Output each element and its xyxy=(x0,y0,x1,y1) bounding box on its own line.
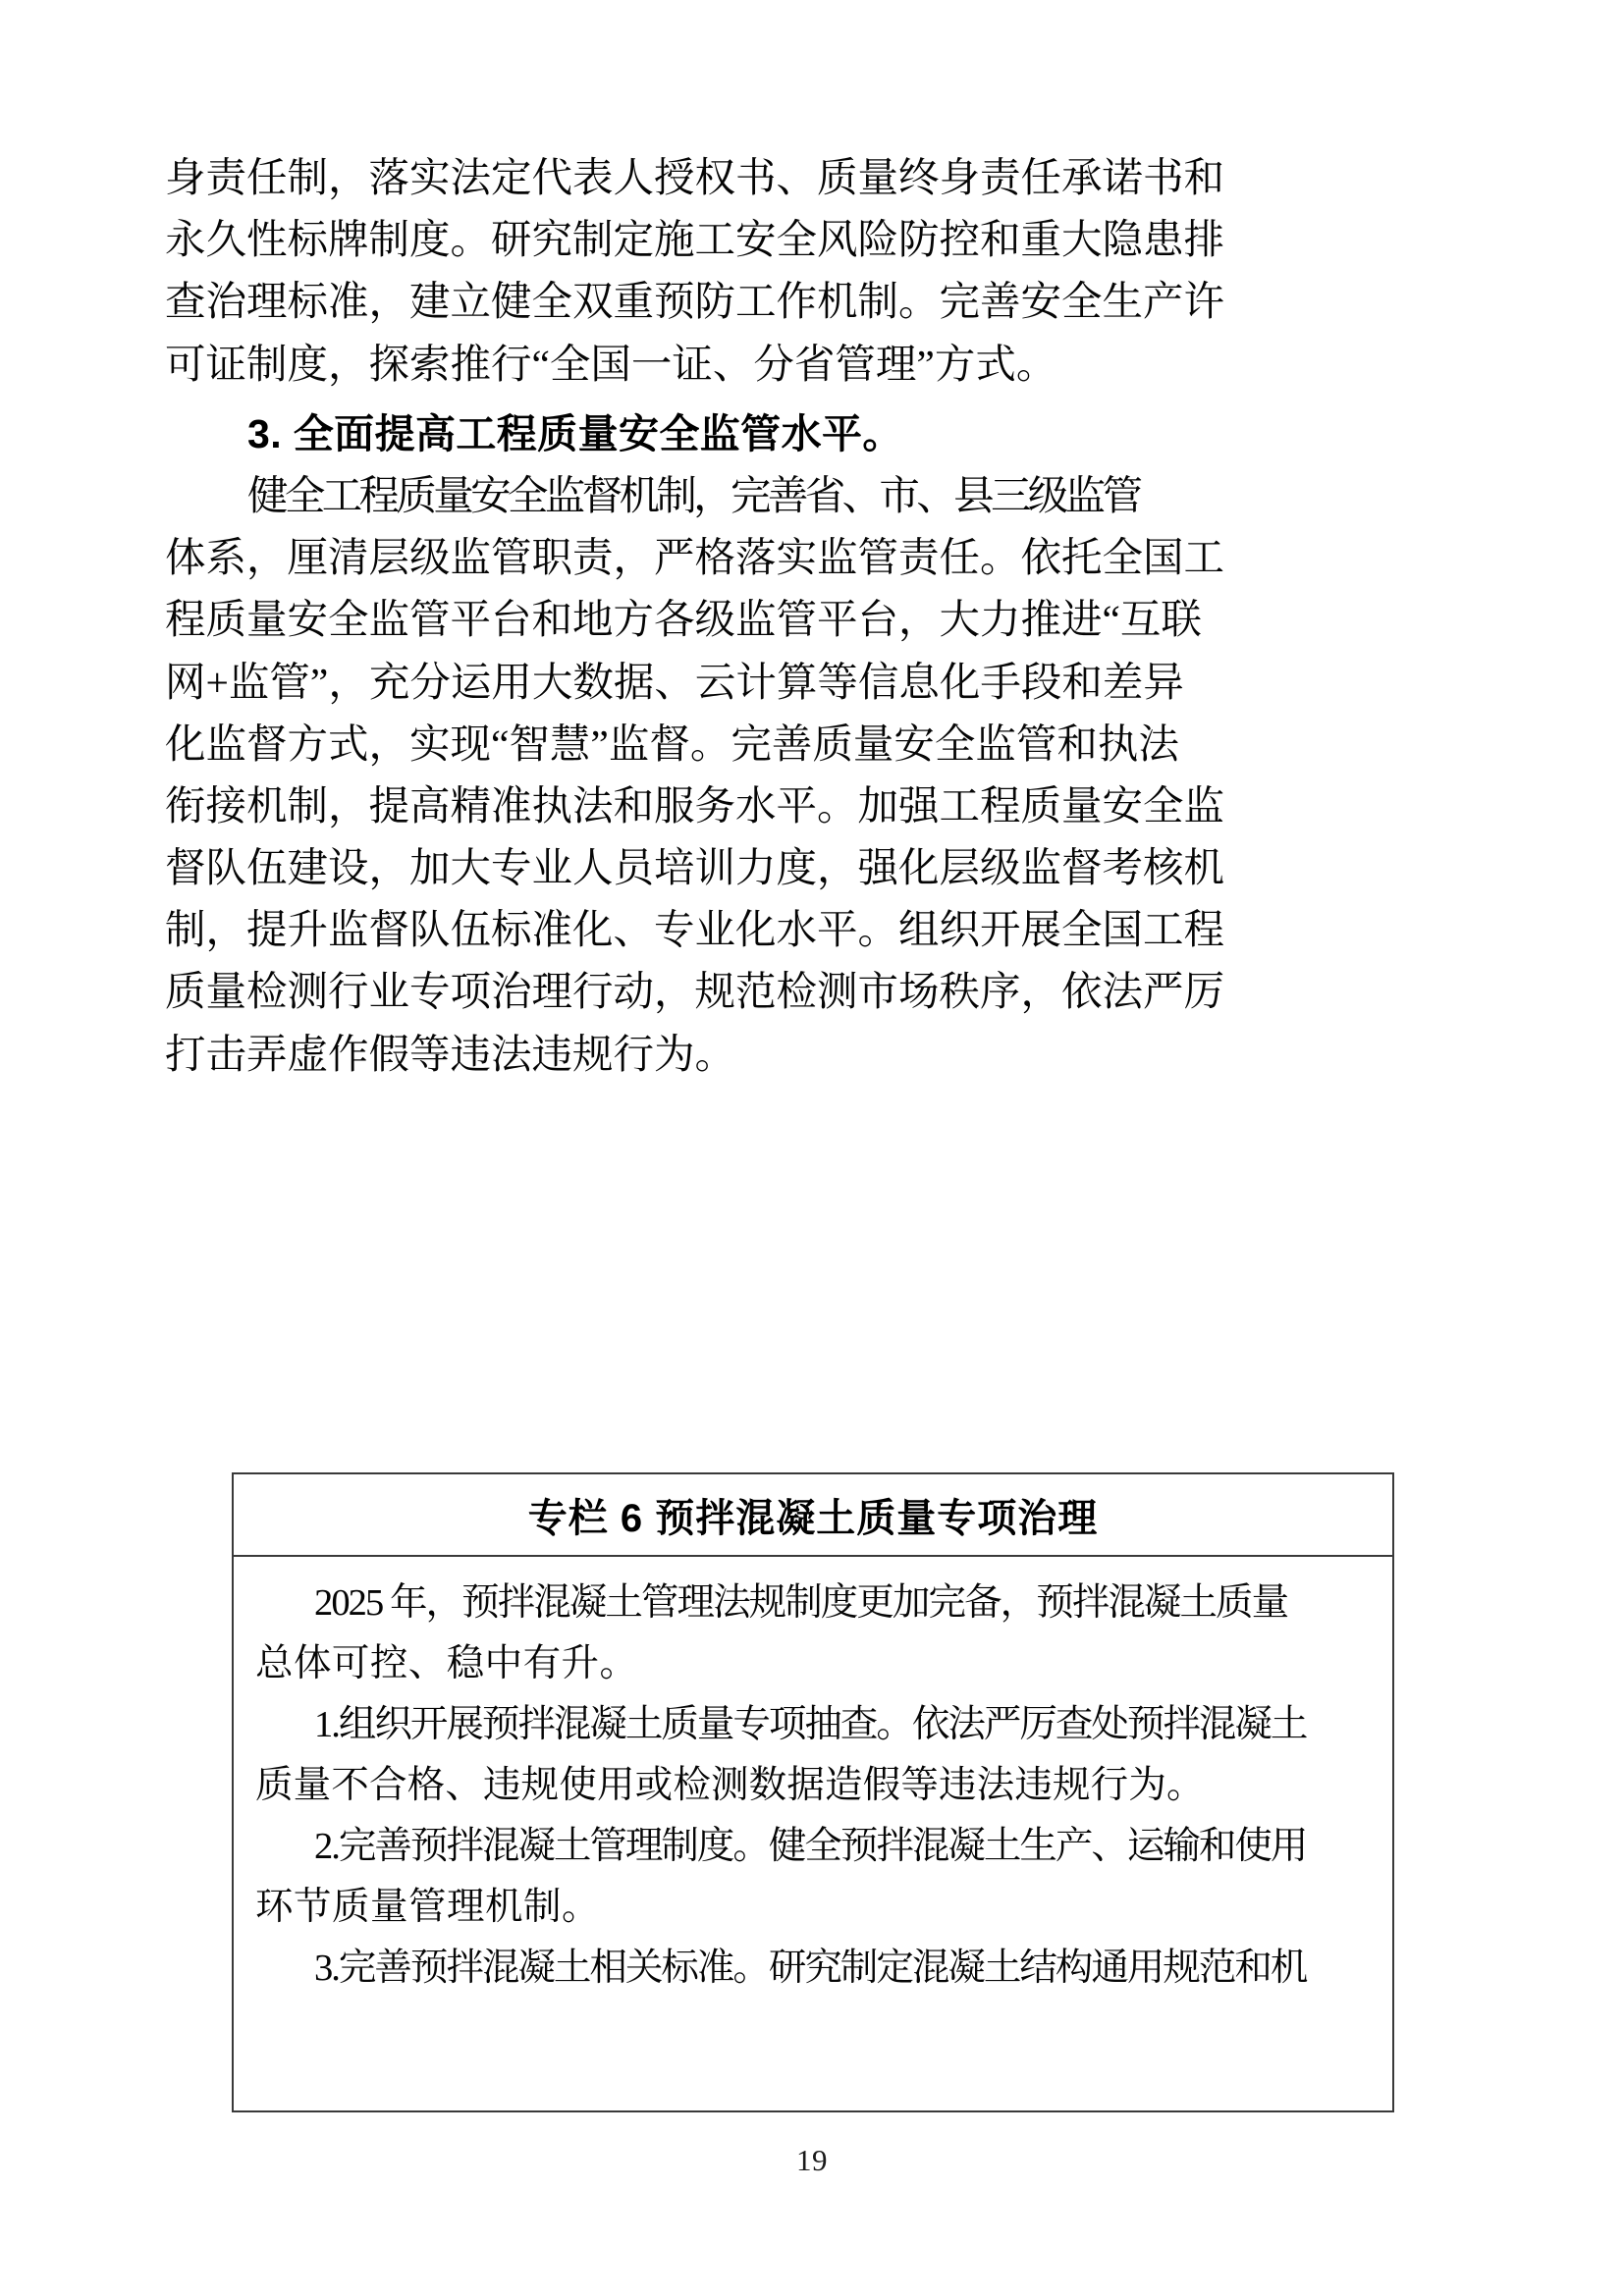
callout-line: 1.组织开展预拌混凝土质量专项抽查。依法严厉查处预拌混凝土 xyxy=(314,1704,1307,1745)
text-line: 打击弄虚作假等违法违规行为。 xyxy=(165,1031,736,1077)
text-line: 可证制度，探索推行“全国一证、分省管理”方式。 xyxy=(165,341,1057,387)
text-line: 网+监管”，充分运用大数据、云计算等信息化手段和差异 xyxy=(165,659,1184,705)
text-line: 化监督方式，实现“智慧”监督。完善质量安全监管和执法 xyxy=(165,721,1179,767)
callout-title: 专栏 6 预拌混凝土质量专项治理 xyxy=(527,1496,1099,1540)
text-line: 制，提升监督队伍标准化、专业化水平。组织开展全国工程 xyxy=(165,907,1225,953)
paragraph-body xyxy=(165,465,1398,1086)
callout-line: 总体可控、稳中有升。 xyxy=(255,1643,638,1684)
callout-line: 2025 年，预拌混凝土管理法规制度更加完备，预拌混凝土质量 xyxy=(314,1582,1288,1624)
spacer xyxy=(165,396,1398,403)
callout-body xyxy=(234,1557,1392,2110)
text-line: 身责任制，落实法定代表人授权书、质量终身责任承诺书和 xyxy=(165,155,1225,200)
text-line: 查治理标准，建立健全双重预防工作机制。完善安全生产许 xyxy=(165,279,1225,325)
text-line: 督队伍建设，加大专业人员培训力度，强化层级监督考核机 xyxy=(165,845,1225,891)
page-number: 19 xyxy=(796,2143,828,2177)
text-line: 健全工程质量安全监督机制，完善省、市、县三级监管 xyxy=(247,472,1140,518)
text-line: 衔接机制，提高精准执法和服务水平。加强工程质量安全监 xyxy=(165,782,1225,828)
text-line: 体系，厘清层级监管职责，严格落实监管责任。依托全国工 xyxy=(165,535,1225,581)
main-text-column xyxy=(165,147,1398,1086)
text-line: 永久性标牌制度。研究制定施工安全风险防控和重大隐患排 xyxy=(165,217,1225,263)
callout-line: 2.完善预拌混凝土管理制度。健全预拌混凝土生产、运输和使用 xyxy=(314,1826,1307,1867)
text-line: 程质量安全监管平台和地方各级监管平台，大力推进“互联 xyxy=(165,597,1202,643)
text-line: 质量检测行业专项治理行动，规范检测市场秩序，依法严厉 xyxy=(165,969,1225,1015)
paragraph-continued xyxy=(165,147,1398,396)
callout-box xyxy=(232,1472,1394,2112)
callout-header xyxy=(234,1474,1392,1557)
callout-line: 环节质量管理机制。 xyxy=(255,1887,601,1928)
callout-line: 3.完善预拌混凝土相关标准。研究制定混凝土结构通用规范和机 xyxy=(314,1948,1307,1989)
callout-line: 质量不合格、违规使用或检测数据造假等违法违规行为。 xyxy=(255,1765,1205,1806)
section-heading-3: 3. 全面提高工程质量安全监管水平。 xyxy=(247,410,903,456)
